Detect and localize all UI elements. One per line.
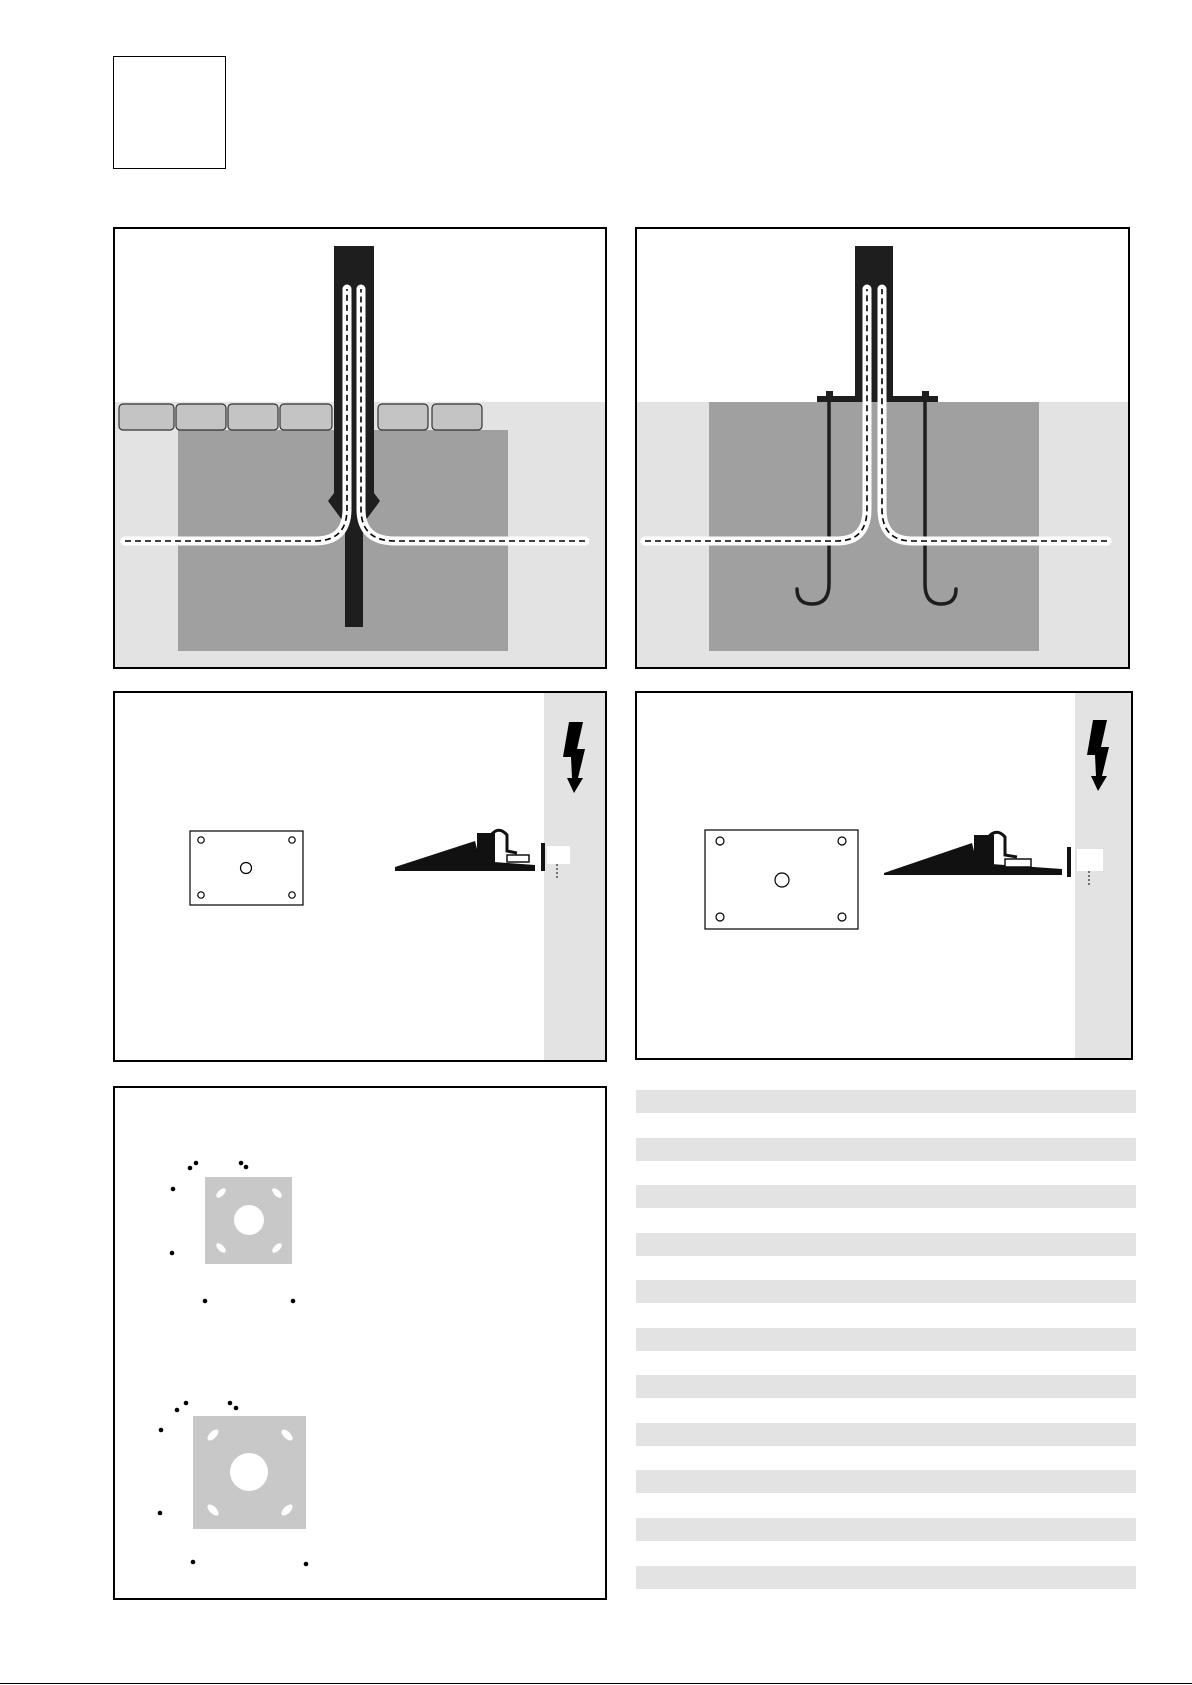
wall-mount-large-diagram — [637, 693, 1131, 1058]
notes-row — [636, 1280, 1136, 1303]
paving-stones — [119, 404, 482, 430]
junction-box — [547, 846, 570, 864]
bottom-rule — [0, 1683, 1192, 1684]
paving-stone — [228, 404, 278, 430]
notes-row — [636, 1470, 1136, 1493]
notes-row — [636, 1138, 1136, 1161]
notes-row — [636, 1090, 1136, 1113]
panel-anchor-plate — [635, 227, 1130, 669]
bolt-head — [922, 391, 929, 398]
notes-row — [636, 1233, 1136, 1256]
notes-row — [636, 1518, 1136, 1541]
section-marker-box — [113, 56, 226, 169]
panel-paved-install — [113, 227, 607, 669]
junction-box — [1077, 849, 1103, 871]
bracket-luminaire — [884, 832, 1103, 887]
paving-stone — [119, 404, 174, 430]
bracket-luminaire — [395, 830, 570, 878]
bolt-head — [826, 391, 833, 398]
concrete-foundation — [709, 402, 1039, 651]
notes-row — [636, 1185, 1136, 1208]
notes-row — [636, 1375, 1136, 1398]
notes-row — [636, 1423, 1136, 1446]
paved-install-diagram — [115, 229, 605, 667]
base-plate-large — [158, 1401, 309, 1567]
paving-stone — [280, 404, 332, 430]
post — [855, 246, 893, 400]
base-plates-diagram — [115, 1088, 605, 1598]
notes-row — [636, 1328, 1136, 1351]
wall-mount-small-diagram — [115, 693, 605, 1060]
base-plate-small — [170, 1161, 296, 1304]
paving-stone — [176, 404, 226, 430]
paving-stone — [432, 404, 482, 430]
anchor-plate-diagram — [637, 229, 1128, 667]
panel-wall-mount-large — [635, 691, 1133, 1060]
panel-base-plates — [113, 1086, 607, 1600]
notes-row — [636, 1566, 1136, 1589]
paving-stone — [378, 404, 428, 430]
panel-wall-mount-small — [113, 691, 607, 1062]
